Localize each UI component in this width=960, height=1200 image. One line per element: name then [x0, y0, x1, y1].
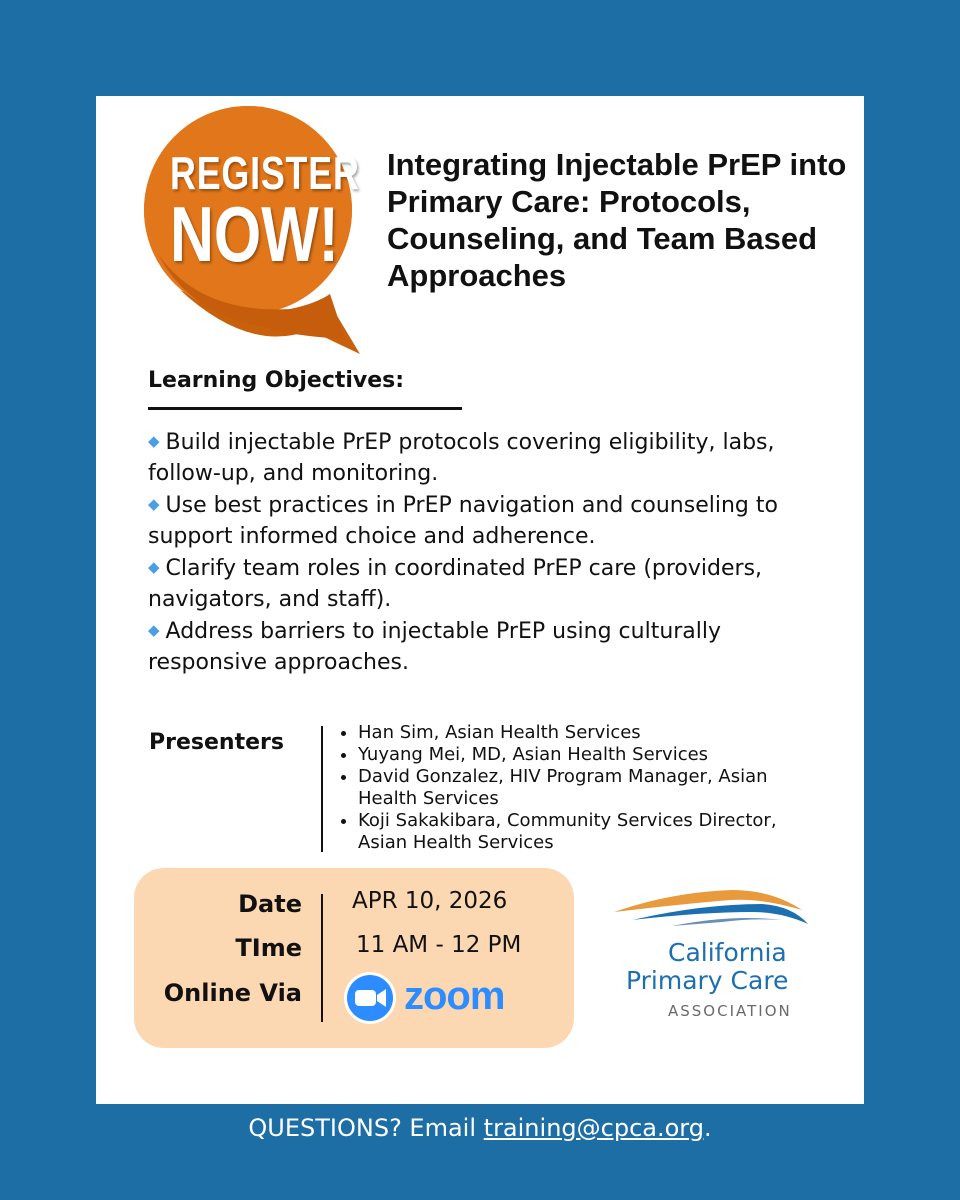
- cpca-swoosh-icon: [612, 882, 812, 942]
- email-link[interactable]: training@cpca.org: [483, 1114, 704, 1142]
- diamond-bullet-icon: ◆: [148, 621, 160, 639]
- footer-suffix: .: [703, 1114, 712, 1142]
- logo-line-2: Primary Care: [626, 966, 789, 995]
- diamond-bullet-icon: ◆: [148, 495, 160, 513]
- presenter-item: • Yuyang Mei, MD, Asian Health Services: [358, 744, 828, 766]
- flyer-card: [96, 96, 864, 1104]
- logo-line-3: ASSOCIATION: [668, 1002, 792, 1020]
- footer-prefix: QUESTIONS? Email: [248, 1114, 477, 1142]
- objective-item: [148, 615, 838, 678]
- event-title: Integrating Injectable PrEP into Primary Care: Protocols, Counseling, and Team Based Approaches: [387, 147, 847, 293]
- objective-text: Use best practices in PrEP navigation and counseling to support informed choice and adherence.: [148, 493, 778, 549]
- presenter-item: • Han Sim, Asian Health Services: [358, 722, 828, 744]
- cpca-logo: [612, 882, 812, 1022]
- time-label: TIme: [235, 934, 302, 962]
- register-now-badge[interactable]: [170, 147, 360, 278]
- date-label: Date: [238, 890, 302, 918]
- event-divider: [321, 894, 323, 1022]
- presenters-list: [336, 722, 828, 854]
- objective-text: Clarify team roles in coordinated PrEP care (providers, navigators, and staff).: [148, 556, 763, 612]
- presenter-item: • Koji Sakakibara, Community Services Director, Asian Health Services: [358, 810, 828, 854]
- zoom-logo[interactable]: [342, 970, 522, 1026]
- objectives-list: [148, 426, 838, 678]
- badge-line-2: NOW!: [170, 190, 339, 278]
- presenters-label: Presenters: [149, 730, 284, 755]
- event-details-box: [134, 868, 574, 1048]
- presenters-divider: [321, 726, 323, 852]
- event-date: APR 10, 2026: [352, 888, 508, 914]
- objective-item: [148, 552, 838, 615]
- event-time: 11 AM - 12 PM: [356, 932, 522, 958]
- objective-item: [148, 426, 838, 489]
- objective-text: Address barriers to injectable PrEP using culturally responsive approaches.: [148, 619, 722, 675]
- objective-item: [148, 489, 838, 552]
- logo-line-1: California: [668, 938, 787, 967]
- footer-questions: [0, 1114, 960, 1142]
- zoom-wordmark: zoom: [404, 974, 505, 1018]
- objectives-divider: [148, 407, 462, 410]
- badge-line-1: REGISTER: [170, 147, 360, 199]
- diamond-bullet-icon: ◆: [148, 558, 160, 576]
- platform-label: Online Via: [163, 979, 302, 1007]
- presenter-item: • David Gonzalez, HIV Program Manager, Asian Health Services: [358, 766, 828, 810]
- objectives-heading: Learning Objectives:: [148, 368, 405, 393]
- diamond-bullet-icon: ◆: [148, 432, 160, 450]
- objective-text: Build injectable PrEP protocols covering eligibility, labs, follow-up, and monitoring.: [148, 430, 775, 486]
- zoom-camera-icon: [342, 970, 398, 1026]
